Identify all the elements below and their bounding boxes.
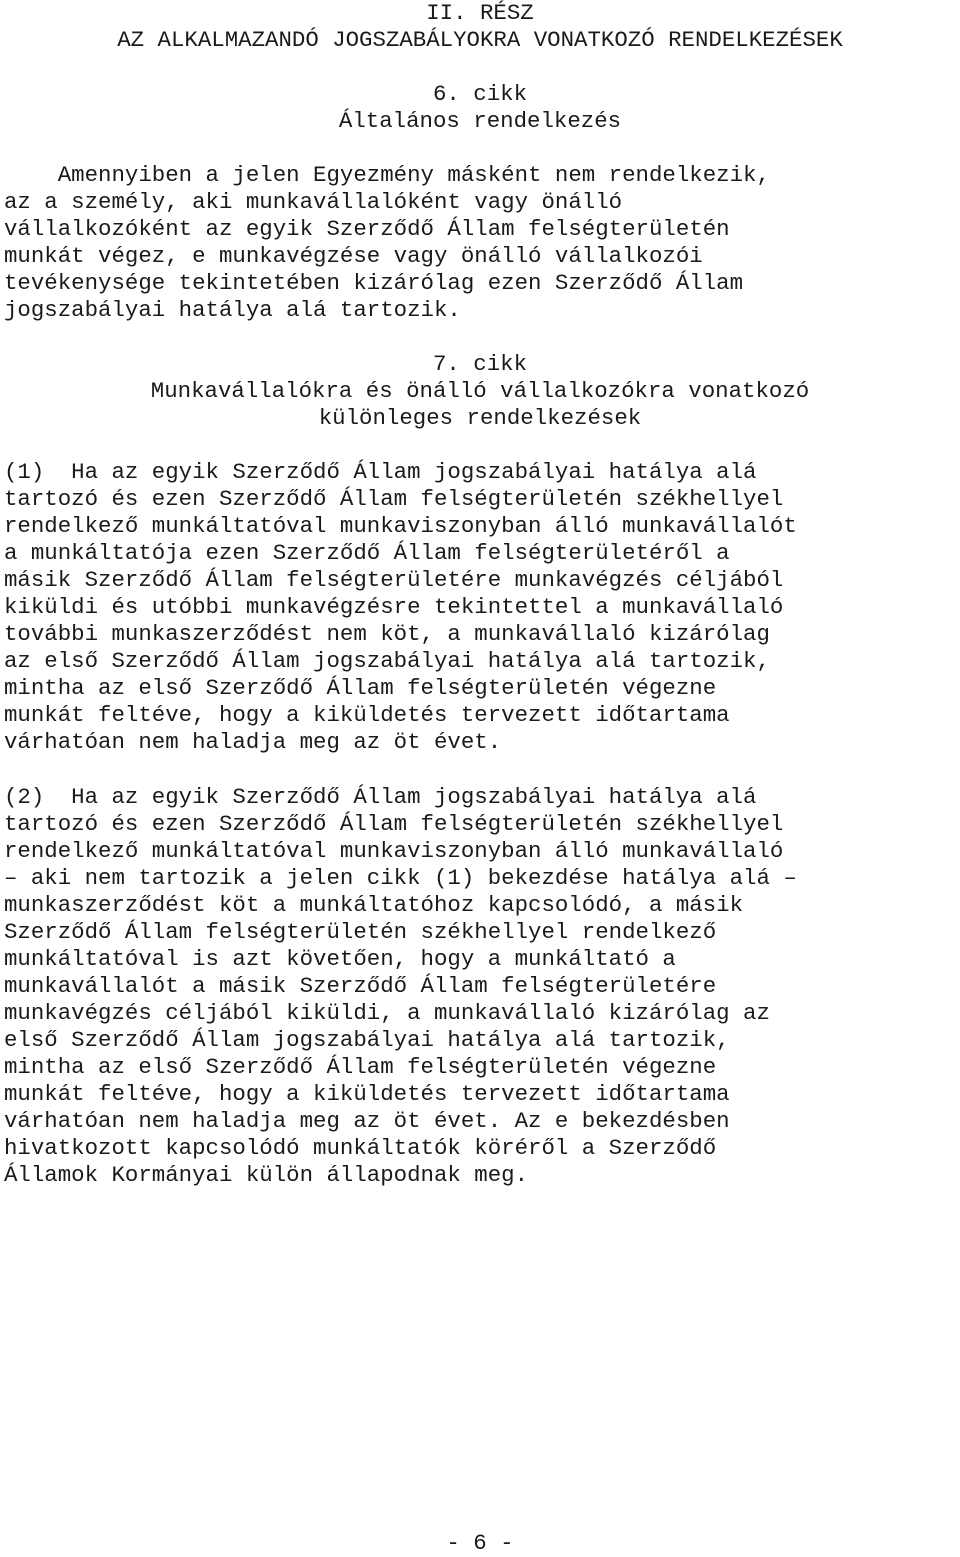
- article-7-paragraph-1-line: tartozó és ezen Szerződő Állam felségterületén székhellyel: [4, 486, 784, 512]
- article-7-title-line: Munkavállalókra és önálló vállalkozókra vonatkozó: [150, 378, 810, 404]
- article-7-paragraph-1-line: munkát feltéve, hogy a kiküldetés tervezett időtartama: [4, 702, 730, 728]
- article-7-paragraph-2-line: tartozó és ezen Szerződő Állam felségterületén székhellyel: [4, 811, 784, 837]
- article-7-title-line: különleges rendelkezések: [318, 405, 642, 431]
- article-7-paragraph-2-line: mintha az első Szerződő Állam felségterületén végezne: [4, 1054, 717, 1080]
- article-7-paragraph-2-line: várhatóan nem haladja meg az öt évet. Az e bekezdésben: [4, 1108, 730, 1134]
- article-7-paragraph-2-line: munkáltatóval is azt követően, hogy a munkáltató a: [4, 946, 676, 972]
- page-number: - 6 -: [446, 1530, 514, 1556]
- article-7-paragraph-1-line: rendelkező munkáltatóval munkaviszonyban álló munkavállalót: [4, 513, 797, 539]
- article-6-paragraph-line: jogszabályai hatálya alá tartozik.: [4, 297, 461, 323]
- article-7-paragraph-2-line: – aki nem tartozik a jelen cikk (1) bekezdése hatálya alá –: [4, 865, 797, 891]
- article-7-paragraph-2-line: Szerződő Állam felségterületén székhellyel rendelkező: [4, 919, 717, 945]
- article-6-paragraph-line: munkát végez, e munkavégzése vagy önálló vállalkozói: [4, 243, 703, 269]
- article-7-paragraph-2-line: munkaszerződést köt a munkáltatóhoz kapcsolódó, a másik: [4, 892, 744, 918]
- article-7-paragraph-2-line: Államok Kormányai külön állapodnak meg.: [4, 1162, 529, 1188]
- article-7-paragraph-2-line: munkát feltéve, hogy a kiküldetés tervezett időtartama: [4, 1081, 730, 1107]
- article-6-paragraph-line: vállalkozóként az egyik Szerződő Állam felségterületén: [4, 216, 730, 242]
- article-7-paragraph-2-line: munkavégzés céljából kiküldi, a munkavállaló kizárólag az: [4, 1000, 770, 1026]
- article-7-paragraph-1-line: a munkáltatója ezen Szerződő Állam felségterületéről a: [4, 540, 730, 566]
- article-7-paragraph-2-line: első Szerződő Állam jogszabályai hatálya alá tartozik,: [4, 1027, 730, 1053]
- article-7-paragraph-1-line: további munkaszerződést nem köt, a munkavállaló kizárólag: [4, 621, 770, 647]
- article-7-paragraph-1-line: kiküldi és utóbbi munkavégzésre tekintettel a munkavállaló: [4, 594, 784, 620]
- article-7-paragraph-2-line: hivatkozott kapcsolódó munkáltatók köréről a Szerződő: [4, 1135, 717, 1161]
- article-7-paragraph-1-line: várhatóan nem haladja meg az öt évet.: [4, 729, 502, 755]
- article-6-number: 6. cikk: [432, 81, 528, 107]
- article-6-paragraph-line: Amennyiben a jelen Egyezmény másként nem rendelkezik,: [4, 162, 770, 188]
- part-title: AZ ALKALMAZANDÓ JOGSZABÁLYOKRA VONATKOZÓ RENDELKEZÉSEK: [117, 27, 843, 53]
- article-6-title: Általános rendelkezés: [338, 108, 622, 134]
- article-7-paragraph-1-line: az első Szerződő Állam jogszabályai hatálya alá tartozik,: [4, 648, 770, 674]
- article-6-paragraph-line: az a személy, aki munkavállalóként vagy önálló: [4, 189, 623, 215]
- article-7-paragraph-1-line: másik Szerződő Állam felségterületére munkavégzés céljából: [4, 567, 784, 593]
- article-7-paragraph-1-line: mintha az első Szerződő Állam felségterületén végezne: [4, 675, 717, 701]
- article-7-paragraph-2-line: rendelkező munkáltatóval munkaviszonyban álló munkavállaló: [4, 838, 784, 864]
- article-7-number: 7. cikk: [432, 351, 528, 377]
- article-7-paragraph-1-line: (1) Ha az egyik Szerződő Állam jogszabályai hatálya alá: [4, 459, 757, 485]
- article-6-paragraph-line: tevékenysége tekintetében kizárólag ezen Szerződő Állam: [4, 270, 744, 296]
- article-7-paragraph-2-line: (2) Ha az egyik Szerződő Állam jogszabályai hatálya alá: [4, 784, 757, 810]
- article-7-paragraph-2-line: munkavállalót a másik Szerződő Állam felségterületére: [4, 973, 717, 999]
- part-number: II. RÉSZ: [426, 0, 534, 26]
